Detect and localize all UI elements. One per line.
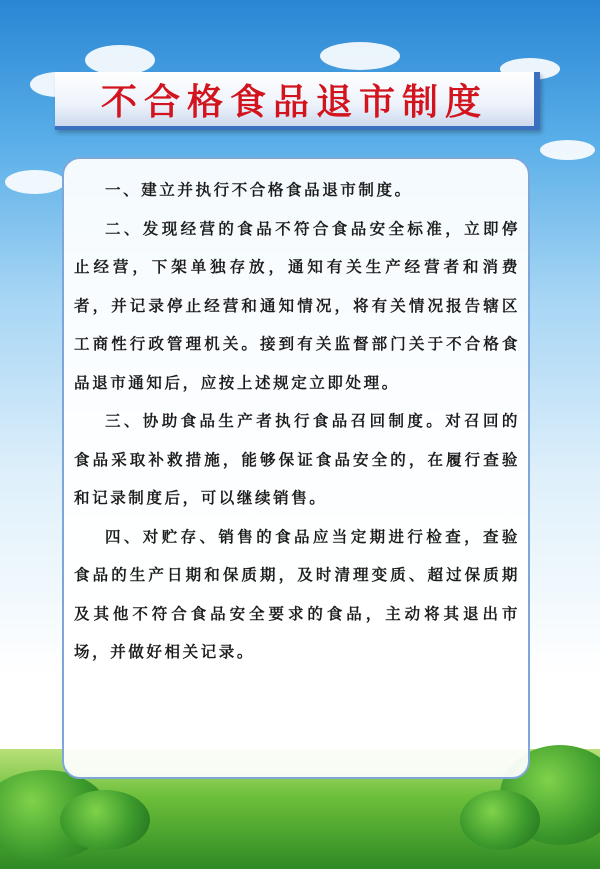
regulation-paragraph-2: 二、发现经营的食品不符合食品安全标准，立即停止经营，下架单独存放，通知有关生产经营者和消费者，并记录停止经营和通知情况，将有关情况报告辖区工商性行政管理机关。接到有关监督部门关于不合格食品退市通知后，应按上述规定立即处理。 [74,219,520,392]
regulation-paragraph-4: 四、对贮存、销售的食品应当定期进行检查，查验食品的生产日期和保质期，及时清理变质、超过保质期及其他不符合食品安全要求的食品，主动将其退出市场，并做好相关记录。 [74,527,520,661]
poster-title: 不合格食品退市制度 [100,81,488,123]
regulation-paragraph-1: 一、建立并执行不合格食品退市制度。 [105,181,413,199]
cloud [320,42,400,70]
cloud [5,170,65,194]
bush [60,790,150,850]
cloud [85,45,155,75]
regulation-panel [62,157,530,779]
title-banner [55,72,540,130]
regulation-paragraph-3: 三、协助食品生产者执行食品召回制度。对召回的食品采取补救措施，能够保证食品安全的，在履行查验和记录制度后，可以继续销售。 [74,412,520,507]
bush [460,790,540,850]
cloud [540,140,595,160]
